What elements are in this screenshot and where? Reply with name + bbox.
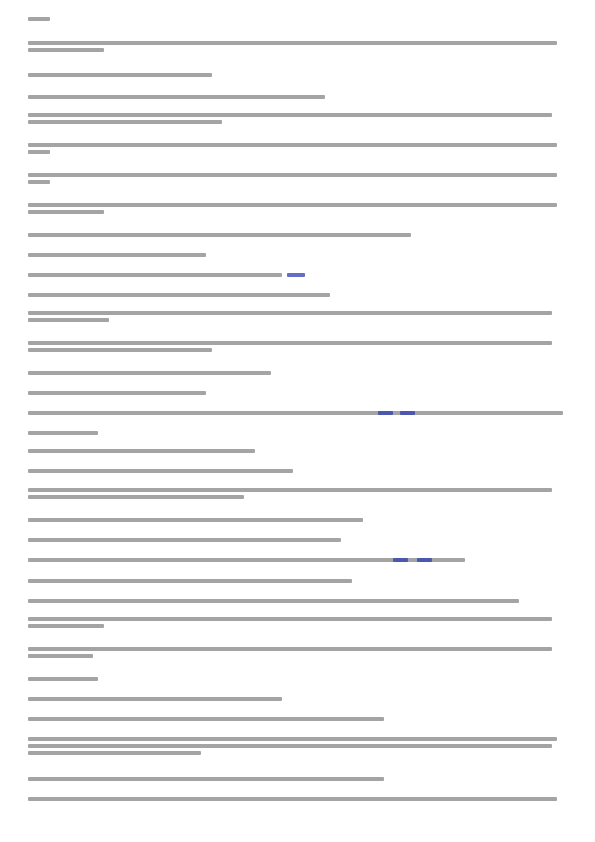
paragraph	[28, 38, 568, 55]
paragraph	[28, 170, 568, 187]
section-heading	[28, 290, 568, 300]
paragraph	[28, 308, 568, 325]
paragraph	[28, 794, 568, 804]
paragraph	[28, 110, 568, 127]
paragraph	[28, 466, 568, 476]
paragraph	[28, 250, 568, 260]
section-heading	[28, 674, 568, 684]
link[interactable]	[417, 558, 432, 562]
paragraph	[28, 614, 568, 631]
link[interactable]	[393, 558, 408, 562]
paragraph	[28, 774, 568, 784]
paragraph	[28, 338, 568, 355]
paragraph	[28, 644, 568, 661]
section-heading	[28, 694, 568, 704]
paragraph	[28, 408, 568, 418]
link[interactable]	[287, 273, 305, 277]
section-heading	[28, 230, 568, 240]
section-heading	[28, 446, 568, 456]
paragraph	[28, 140, 568, 157]
section-heading	[28, 368, 568, 378]
paragraph	[28, 596, 568, 606]
section-heading	[28, 70, 568, 80]
paragraph	[28, 485, 568, 502]
link[interactable]	[400, 411, 415, 415]
paragraph	[28, 388, 568, 398]
paragraph	[28, 734, 568, 758]
paragraph	[28, 555, 568, 565]
paragraph	[28, 14, 568, 24]
section-heading	[28, 576, 568, 586]
link[interactable]	[378, 411, 393, 415]
section-heading	[28, 515, 568, 525]
paragraph	[28, 535, 568, 545]
paragraph	[28, 92, 568, 102]
paragraph	[28, 714, 568, 724]
paragraph	[28, 200, 568, 217]
section-heading	[28, 428, 568, 438]
